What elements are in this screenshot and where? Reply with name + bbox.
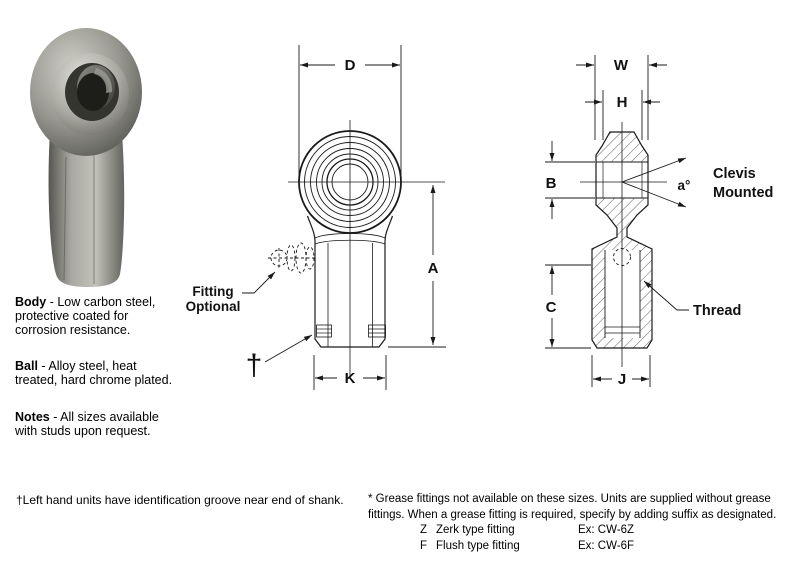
fitting-optional-label: Fitting — [192, 284, 234, 299]
suffix-code: Z — [420, 524, 428, 536]
fitting-optional-label: Optional — [185, 299, 241, 314]
front-view-diagram — [170, 25, 480, 405]
dim-label-j: J — [617, 371, 627, 388]
rod-end-head-shape — [30, 28, 142, 156]
product-photo — [8, 2, 153, 292]
dagger-symbol: † — [245, 349, 263, 382]
dim-label-k: K — [344, 370, 356, 387]
material-specs — [15, 296, 177, 462]
suffix-row — [368, 523, 785, 539]
side-view-diagram — [540, 25, 785, 405]
clevis-mounted-label: Mounted — [713, 185, 774, 201]
spec-term: Ball — [15, 359, 38, 374]
spec-notes — [15, 411, 177, 439]
suffix-row — [368, 539, 785, 555]
dim-label-c: C — [545, 299, 557, 316]
dim-label-w: W — [613, 57, 629, 74]
rod-end-photo-drawing — [8, 2, 153, 292]
suffix-code: F — [420, 539, 428, 552]
spec-desc: - Low carbon steel, protective coated for corrosion resistance. — [15, 295, 156, 337]
angle-label: a° — [677, 178, 691, 193]
footnote-dagger: †Left hand units have identification groove near end of shank. — [16, 493, 344, 507]
dim-label-a: A — [427, 260, 439, 277]
suffix-desc: Zerk type fitting — [436, 524, 515, 536]
dim-label-d: D — [344, 57, 356, 74]
spec-body — [15, 296, 177, 337]
footnote-grease — [368, 492, 785, 554]
suffix-example: Ex: CW-6Z — [578, 524, 635, 536]
dagger-leader — [265, 335, 312, 362]
spec-desc: - Alloy steel, heat treated, hard chrome plated. — [15, 359, 173, 388]
dim-label-h: H — [616, 94, 628, 111]
fitting-optional-leader — [242, 272, 275, 293]
thread-label: Thread — [693, 303, 742, 319]
suffix-example: Ex: CW-6F — [578, 539, 635, 552]
grease-fitting-hidden-outline — [268, 243, 316, 273]
dim-label-b: B — [545, 175, 557, 192]
suffix-desc: Flush type fitting — [436, 539, 520, 552]
footnote-grease-text: * Grease fittings not available on these sizes. Units are supplied without grease fittings. When a grease fitting is required, specify by adding suffix as designated. — [368, 493, 777, 521]
spec-ball — [15, 360, 177, 388]
clevis-mounted-label: Clevis — [713, 166, 756, 182]
spec-term: Notes — [15, 409, 50, 424]
spec-desc: - All sizes available with studs upon request. — [15, 409, 159, 438]
spec-term: Body — [15, 295, 47, 309]
